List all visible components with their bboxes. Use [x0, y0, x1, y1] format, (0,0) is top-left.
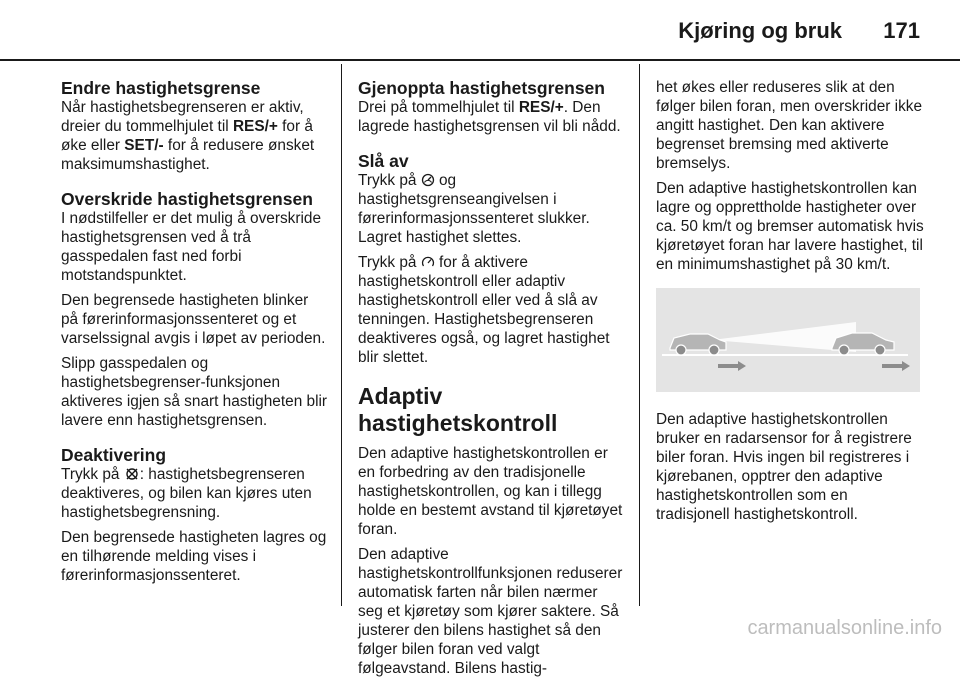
adaptive-cruise-illustration [656, 288, 920, 392]
text: Når hastighetsbegrenseren er aktiv, dreier du tommelhjulet til [61, 99, 304, 135]
paragraph-continued: het økes eller reduseres slik at den følger bilen foran, men overskrider ikke angitt hastighet. Den kan aktivere begrenset bremsing med aktiverte bremselys. [656, 79, 923, 172]
paragraph-exceed-2: Den begrensede hastigheten blinker på førerinformasjonssenteret og et varselssignal avgis i løpet av perioden. [61, 292, 326, 347]
heading-switch-off: Slå av [358, 151, 409, 171]
chapter-title: Kjøring og bruk [678, 18, 842, 43]
column-3 [656, 78, 924, 530]
paragraph-radar-sensor: Den adaptive hastighetskontrollen bruker en radarsensor for å registrere biler foran. Hvis ingen bil registreres i kjørebanen, opptrer den adaptive hastighetskontrollen som en tradisjonell hastighetskontroll. [656, 411, 912, 523]
text: Trykk på [61, 466, 124, 483]
res-label: RES/+ [232, 118, 278, 135]
road-line [662, 354, 908, 356]
text: : hastighetsbegrenseren deaktiveres, og bilen kan kjøres uten hastighetsbegrensning. [61, 466, 312, 521]
text: for å aktivere hastighetskontroll eller adaptiv hastighetskontroll eller ved å slå av tenningen. Hastighetsbegrenseren deaktiveres også, og lagret hastighet blir slettet. [358, 254, 610, 366]
page-number: 171 [883, 18, 920, 43]
paragraph-deactivate [61, 465, 329, 522]
leading-car [832, 333, 894, 355]
column-divider-2 [639, 64, 640, 606]
text: Trykk på [358, 172, 421, 189]
paragraph-speed-range: Den adaptive hastighetskontrollen kan lagre og opprettholde hastigheter over ca. 50 km/t og bremser automatisk hvis kjøretøyet foran har lavere hastighet, til en minimumshastighet på 30 km/t. [656, 180, 924, 273]
page-header [0, 0, 960, 52]
paragraph-exceed-1: I nødstilfeller er det mulig å overskride hastighetsgrensen ved å trå gasspedalen fast ned forbi motstandspunktet. [61, 210, 322, 284]
arrow-right [882, 361, 910, 371]
paragraph-adaptive-2: Den adaptive hastighetskontrollfunksjonen reduserer automatisk farten når bilen nærmer seg et kjøretøy som kjører saktere. Så justerer den bilens hastighet så den følger bilen foran ved valgt følgeavstand. Bilens hastig- [358, 546, 623, 677]
text: Drei på tommelhjulet til [358, 99, 519, 116]
text: . Den lagrede hastighetsgrensen vil bli nådd. [358, 99, 621, 135]
paragraph-limit-stored: Den begrensede hastigheten lagres og en tilhørende melding vises i førerinformasjonssenteret. [61, 529, 327, 584]
cruise-control-icon [421, 255, 435, 271]
following-car [670, 334, 726, 355]
paragraph-switch-off-1 [358, 171, 626, 247]
heading-resume-limit: Gjenoppta hastighetsgrensen [358, 78, 605, 98]
arrow-left [718, 361, 746, 371]
heading-adaptive-cruise: Adaptiv hastighetskontroll [358, 383, 558, 436]
paragraph-switch-off-2 [358, 253, 626, 367]
text: for å redusere ønsket maksimumshastighet. [61, 137, 315, 173]
column-1 [61, 78, 329, 591]
heading-deactivate: Deaktivering [61, 445, 167, 465]
paragraph-adaptive-1: Den adaptive hastighetskontrollen er en forbedring av den tradisjonelle hastighetskontrollen, og kan i tillegg holde en bestemt avstand til kjøretøyet foran. [358, 445, 623, 538]
res-label: RES/+ [518, 99, 564, 116]
paragraph-change-limit [61, 98, 329, 174]
column-divider-1 [341, 64, 342, 606]
heading-change-limit: Endre hastighetsgrense [61, 78, 261, 98]
paragraph-exceed-3: Slipp gasspedalen og hastighetsbegrenser-funksjonen aktiveres igjen så snart hastigheten blir lavere enn hastighetsgrensen. [61, 355, 328, 429]
column-2 [358, 78, 626, 684]
limiter-off-icon [124, 467, 140, 483]
text: Trykk på [358, 254, 421, 271]
paragraph-resume [358, 98, 626, 136]
heading-exceed-limit: Overskride hastighetsgrensen [61, 189, 313, 209]
header-rule [0, 59, 960, 61]
text: for å øke eller [61, 118, 313, 154]
speed-limiter-icon [421, 173, 435, 189]
text: og hastighetsgrenseangivelsen i førerinformasjonssenteret slukker. Lagret hastighet slettes. [358, 172, 590, 246]
watermark: carmanualsonline.info [747, 617, 942, 639]
set-label: SET/- [124, 137, 164, 154]
